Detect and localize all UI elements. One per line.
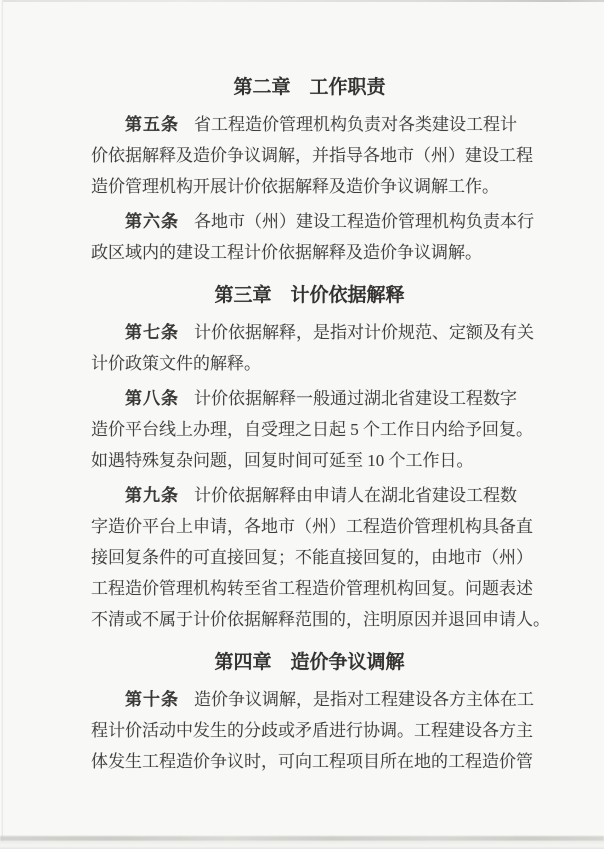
text-line-content: 省工程造价管理机构负责对各类建设工程计 — [194, 115, 517, 134]
text-line — [91, 684, 534, 715]
text-line: 体发生工程造价争议时，可向工程项目所在地的工程造价管 — [91, 752, 533, 771]
chapter-heading-2: 第二章 工作职责 — [233, 77, 386, 98]
article-paragraph-7 — [91, 317, 534, 379]
scan-edge-bottom — [0, 841, 604, 849]
text-line: 不清或不属于计价依据解释范围的，注明原因并退回申请人。 — [91, 610, 550, 629]
text-line — [91, 317, 534, 348]
text-line — [91, 206, 534, 237]
text-line: 程计价活动中发生的分歧或矛盾进行协调。工程建设各方主 — [91, 721, 533, 740]
article-paragraph-8 — [91, 383, 533, 476]
text-line: 如遇特殊复杂问题，回复时间可延至 10 个工作日。 — [91, 451, 474, 470]
article-number: 第七条 — [125, 323, 179, 342]
text-line: 接回复条件的可直接回复；不能直接回复的，由地市（州） — [91, 548, 533, 567]
article-paragraph-10 — [91, 684, 534, 777]
article-number: 第九条 — [125, 486, 179, 505]
scan-edge-left — [0, 0, 3, 849]
text-line-content: 计价依据解释由申请人在湖北省建设工程数 — [194, 486, 517, 505]
text-line: 造价管理机构开展计价依据解释及造价争议调解工作。 — [91, 177, 499, 196]
text-line-content: 计价依据解释，是指对计价规范、定额及有关 — [194, 323, 534, 342]
text-line-content: 造价争议调解，是指对工程建设各方主体在工 — [194, 690, 534, 709]
article-number: 第八条 — [125, 389, 179, 408]
chapter-heading-3: 第三章 计价依据解释 — [214, 285, 405, 306]
article-number: 第十条 — [125, 690, 179, 709]
text-line: 价依据解释及造价争议调解，并指导各地市（州）建设工程 — [91, 146, 533, 165]
text-line: 造价平台线上办理，自受理之日起 5 个工作日内给予回复。 — [91, 420, 533, 439]
text-line: 计价政策文件的解释。 — [91, 354, 261, 373]
chapter-heading-4: 第四章 造价争议调解 — [214, 652, 405, 673]
text-line: 字造价平台上申请，各地市（州）工程造价管理机构具备直 — [91, 517, 533, 536]
text-line-content: 计价依据解释一般通过湖北省建设工程数字 — [194, 389, 517, 408]
text-line — [91, 480, 528, 511]
article-paragraph-5 — [91, 109, 533, 202]
text-line-content: 各地市（州）建设工程造价管理机构负责本行 — [194, 212, 534, 231]
text-line — [91, 109, 528, 140]
article-number: 第五条 — [125, 115, 179, 134]
article-paragraph-6 — [91, 206, 534, 268]
article-paragraph-9 — [91, 480, 550, 635]
document-content — [91, 0, 550, 781]
article-number: 第六条 — [125, 212, 179, 231]
text-line: 工程造价管理机构转至省工程造价管理机构回复。问题表述 — [91, 579, 533, 598]
text-line — [91, 383, 528, 414]
text-line: 政区域内的建设工程计价依据解释及造价争议调解。 — [91, 243, 482, 262]
